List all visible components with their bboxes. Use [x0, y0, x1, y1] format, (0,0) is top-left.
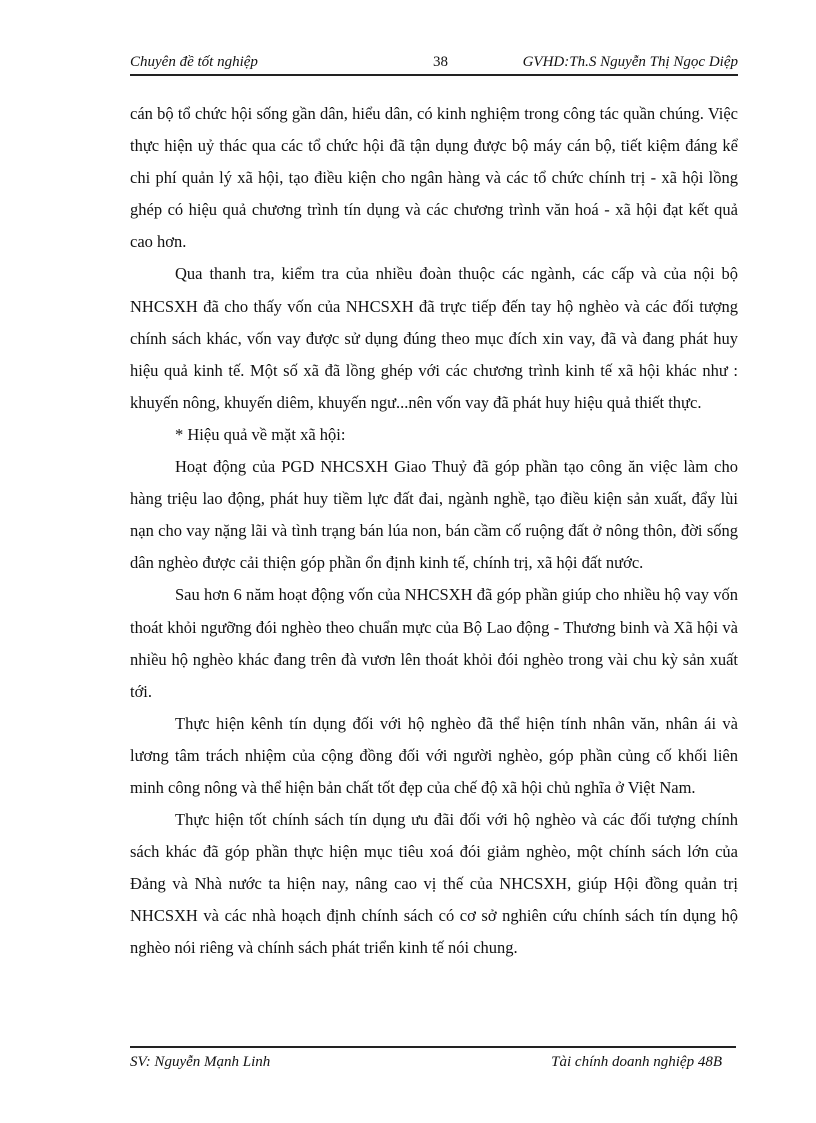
- paragraph: Thực hiện kênh tín dụng đối với hộ nghèo đã thể hiện tính nhân văn, nhân ái và lương tâm trách nhiệm của cộng đồng đối với người nghèo, góp phần củng cố khối liên minh công nông và thể hiện bản chất tốt đẹp của chế độ xã hội chủ nghĩa ở Việt Nam.: [130, 713, 738, 797]
- page-number: 38: [433, 54, 448, 70]
- paragraph-continuation: cán bộ tổ chức hội sống gần dân, hiểu dân, có kinh nghiệm trong công tác quần chúng. Việc thực hiện uỷ thác qua các tổ chức hội đã tận dụng được bộ máy cán bộ, tiết kiệm đáng kể chi phí quản lý xã hội, tạo điều kiện cho ngân hàng và các tổ chức chính trị - xã hội lồng ghép có hiệu quả chương trình tín dụng và các chương trình văn hoá - xã hội đạt kết quả cao hơn.: [130, 104, 738, 252]
- footer-student: SV: Nguyễn Mạnh Linh: [130, 1054, 271, 1070]
- header-title: Chuyên đề tốt nghiệp: [130, 54, 258, 70]
- header-advisor: GVHD:Th.S Nguyễn Thị Ngọc Diệp: [522, 54, 738, 70]
- page-header: [130, 52, 738, 76]
- paragraph: Thực hiện tốt chính sách tín dụng ưu đãi đối với hộ nghèo và các đối tượng chính sách khác đã góp phần thực hiện mục tiêu xoá đói giảm nghèo, một chính sách lớn của Đảng và Nhà nước ta hiện nay, nâng cao vị thế của NHCSXH, giúp Hội đồng quản trị NHCSXH và các nhà hoạch định chính sách có cơ sở nghiên cứu chính sách tín dụng hộ nghèo nói riêng và chính sách phát triển kinh tế nói chung.: [130, 810, 738, 958]
- paragraph: Sau hơn 6 năm hoạt động vốn của NHCSXH đã góp phần giúp cho nhiều hộ vay vốn thoát khỏi ngưỡng đói nghèo theo chuẩn mực của Bộ Lao động - Thương binh và Xã hội và nhiều hộ nghèo khác đang trên đà vươn lên thoát khỏi đói nghèo trong vài chu kỳ sản xuất tới.: [130, 585, 738, 701]
- section-heading-social-effect: * Hiệu quả về mặt xã hội:: [175, 424, 346, 444]
- paragraph: Qua thanh tra, kiểm tra của nhiều đoàn thuộc các ngành, các cấp và của nội bộ NHCSXH đã cho thấy vốn của NHCSXH đã trực tiếp đến tay hộ nghèo và các đối tượng chính sách khác, vốn vay được sử dụng đúng theo mục đích xin vay, đã và đang phát huy hiệu quả kinh tế. Một số xã đã lồng ghép với các chương trình kinh tế xã hội khác như : khuyến nông, khuyến diêm, khuyến ngư...nên vốn vay đã phát huy hiệu quả thiết thực.: [130, 264, 738, 412]
- paragraph: Hoạt động của PGD NHCSXH Giao Thuỷ đã góp phần tạo công ăn việc làm cho hàng triệu lao động, phát huy tiềm lực đất đai, ngành nghề, tạo điều kiện sản xuất, đẩy lùi nạn cho vay nặng lãi và tình trạng bán lúa non, bán cầm cố ruộng đất ở nông thôn, đời sống dân nghèo được cải thiện góp phần ổn định kinh tế, chính trị, xã hội đất nước.: [130, 457, 738, 573]
- footer-class: Tài chính doanh nghiệp 48B: [551, 1054, 722, 1070]
- document-body: [130, 98, 738, 965]
- page-footer: [130, 1046, 736, 1074]
